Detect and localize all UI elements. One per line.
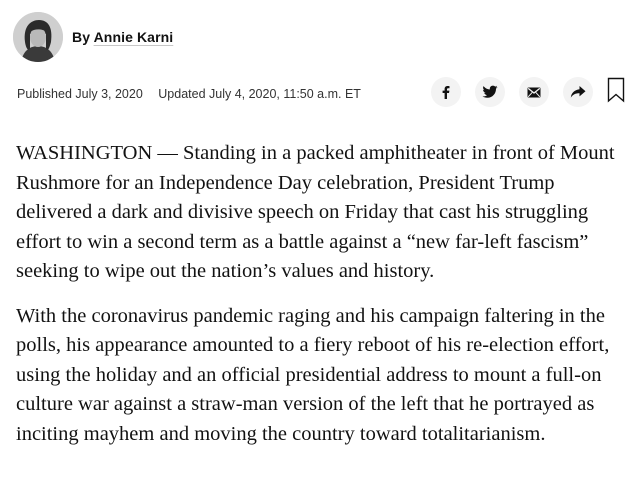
facebook-icon xyxy=(439,85,453,99)
article-paragraph: With the coronavirus pandemic raging and his campaign faltering in the polls, his appearance amounted to a fiery reboot of his re-election effort, using the holiday and an official presidential address to mount a full-on culture war against a straw-man version of the left that he portrayed as inciting mayhem and moving the country toward totalitarianism. xyxy=(16,304,610,445)
twitter-icon xyxy=(482,85,498,99)
byline xyxy=(72,29,173,45)
byline-row xyxy=(13,12,173,62)
author-link[interactable]: Annie Karni xyxy=(93,29,174,45)
byline-prefix: By xyxy=(72,29,91,45)
twitter-share-button[interactable] xyxy=(475,77,505,107)
timestamp-row xyxy=(17,87,361,101)
more-share-button[interactable] xyxy=(563,77,593,107)
author-avatar[interactable] xyxy=(13,12,63,62)
published-date: Published July 3, 2020 xyxy=(17,87,143,101)
article-body xyxy=(16,139,628,464)
article-paragraph: WASHINGTON — Standing in a packed amphitheater in front of Mount Rushmore for an Independence Day celebration, President Trump delivered a dark and divisive speech on Friday that cast his struggling effort to win a second term as a battle against a “new far-left fascism” seeking to wipe out the nation’s values and history. xyxy=(16,142,615,282)
bookmark-icon xyxy=(607,77,625,108)
email-share-button[interactable] xyxy=(519,77,549,107)
share-toolbar xyxy=(431,77,627,107)
email-icon xyxy=(527,87,541,98)
updated-date: Updated July 4, 2020, 11:50 a.m. ET xyxy=(158,87,361,101)
facebook-share-button[interactable] xyxy=(431,77,461,107)
share-arrow-icon xyxy=(570,85,586,99)
save-article-button[interactable] xyxy=(605,77,627,107)
